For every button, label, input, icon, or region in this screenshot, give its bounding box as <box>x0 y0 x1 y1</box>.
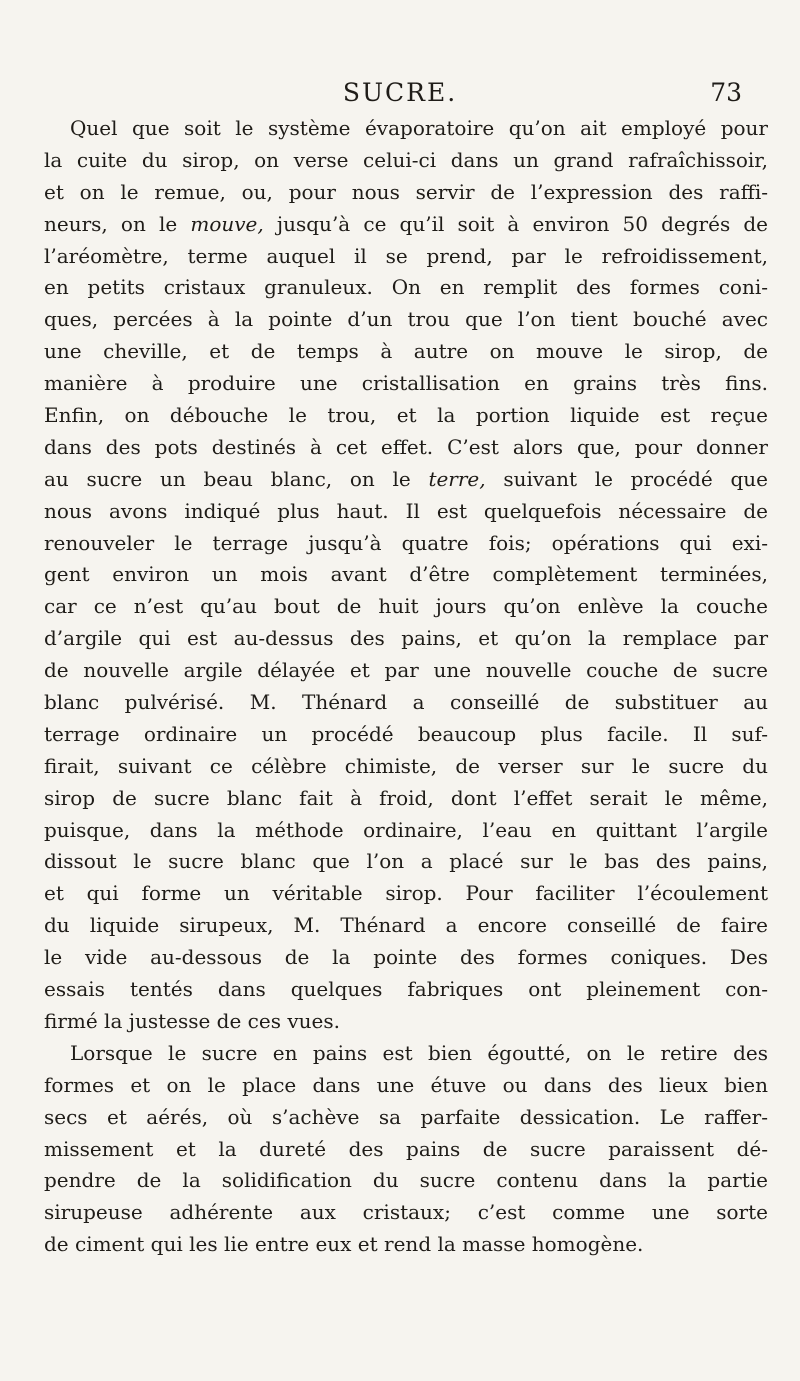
page-number: 73 <box>710 78 742 107</box>
text-line: dissout le sucre blanc que l’on a placé sur le bas des pains, <box>44 849 768 874</box>
text-line: pendre de la solidification du sucre contenu dans la partie <box>44 1168 768 1193</box>
text-line: une cheville, et de temps à autre on mouve le sirop, de <box>44 339 768 364</box>
text-line: la cuite du sirop, on verse celui-ci dans un grand rafraîchissoir, <box>44 147 768 172</box>
text-line: renouveler le terrage jusqu’à quatre fois; opérations qui exi- <box>44 530 768 555</box>
text-line: terrage ordinaire un procédé beaucoup plus facile. Il suf- <box>44 721 768 746</box>
running-title: SUCRE. <box>342 78 458 107</box>
text-line: et qui forme un véritable sirop. Pour faciliter l’écoulement <box>44 881 768 906</box>
text-line: firait, suivant ce célèbre chimiste, de verser sur le sucre du <box>44 753 768 778</box>
text-line: dans des pots destinés à cet effet. C’est alors que, pour donner <box>44 434 768 459</box>
text-line: et on le remue, ou, pour nous servir de l’expression des raffi- <box>44 179 768 204</box>
text-line: puisque, dans la méthode ordinaire, l’eau en quittant l’argile <box>44 817 768 842</box>
text-line: Quel que soit le système évaporatoire qu’on ait employé pour <box>70 116 768 140</box>
text-line: d’argile qui est au-dessus des pains, et qu’on la remplace par <box>44 626 768 651</box>
text-line: de nouvelle argile délayée et par une nouvelle couche de sucre <box>44 658 768 683</box>
text-line: au sucre un beau blanc, on le terre, suivant le procédé que <box>44 466 768 491</box>
text-line: nous avons indiqué plus haut. Il est quelquefois nécessaire de <box>44 498 768 523</box>
text-line: Enfin, on débouche le trou, et la portion liquide est reçue <box>44 403 768 428</box>
running-header <box>0 76 800 110</box>
text-line: manière à produire une cristallisation en grains très fins. <box>44 371 768 396</box>
text-line: firmé la justesse de ces vues. <box>44 1008 340 1033</box>
text-line: essais tentés dans quelques fabriques ont pleinement con- <box>44 977 768 1002</box>
text-line: en petits cristaux granuleux. On en remplit des formes coni- <box>44 275 768 300</box>
text-line: le vide au-dessous de la pointe des formes coniques. Des <box>44 945 768 970</box>
text-line: secs et aérés, où s’achève sa parfaite dessication. Le raffer- <box>44 1104 768 1129</box>
text-line: neurs, on le mouve, jusqu’à ce qu’il soit à environ 50 degrés de <box>44 211 768 236</box>
text-line: formes et on le place dans une étuve ou dans des lieux bien <box>44 1072 768 1097</box>
text-line: sirop de sucre blanc fait à froid, dont l’effet serait le même, <box>44 785 768 810</box>
text-line: l’aréomètre, terme auquel il se prend, par le refroidissement, <box>44 243 768 268</box>
text-line: missement et la dureté des pains de sucre paraissent dé- <box>44 1136 768 1161</box>
text-line: gent environ un mois avant d’être complètement terminées, <box>44 562 768 587</box>
text-line: blanc pulvérisé. M. Thénard a conseillé de substituer au <box>44 690 768 715</box>
text-line: ques, percées à la pointe d’un trou que l’on tient bouché avec <box>44 307 768 332</box>
text-line: du liquide sirupeux, M. Thénard a encore conseillé de faire <box>44 913 768 938</box>
body-text <box>44 113 768 1261</box>
text-line: car ce n’est qu’au bout de huit jours qu’on enlève la couche <box>44 594 768 619</box>
text-line: sirupeuse adhérente aux cristaux; c’est comme une sorte <box>44 1200 768 1225</box>
text-line: de ciment qui les lie entre eux et rend la masse homogène. <box>44 1232 644 1257</box>
text-line: Lorsque le sucre en pains est bien égoutté, on le retire des <box>70 1040 768 1065</box>
